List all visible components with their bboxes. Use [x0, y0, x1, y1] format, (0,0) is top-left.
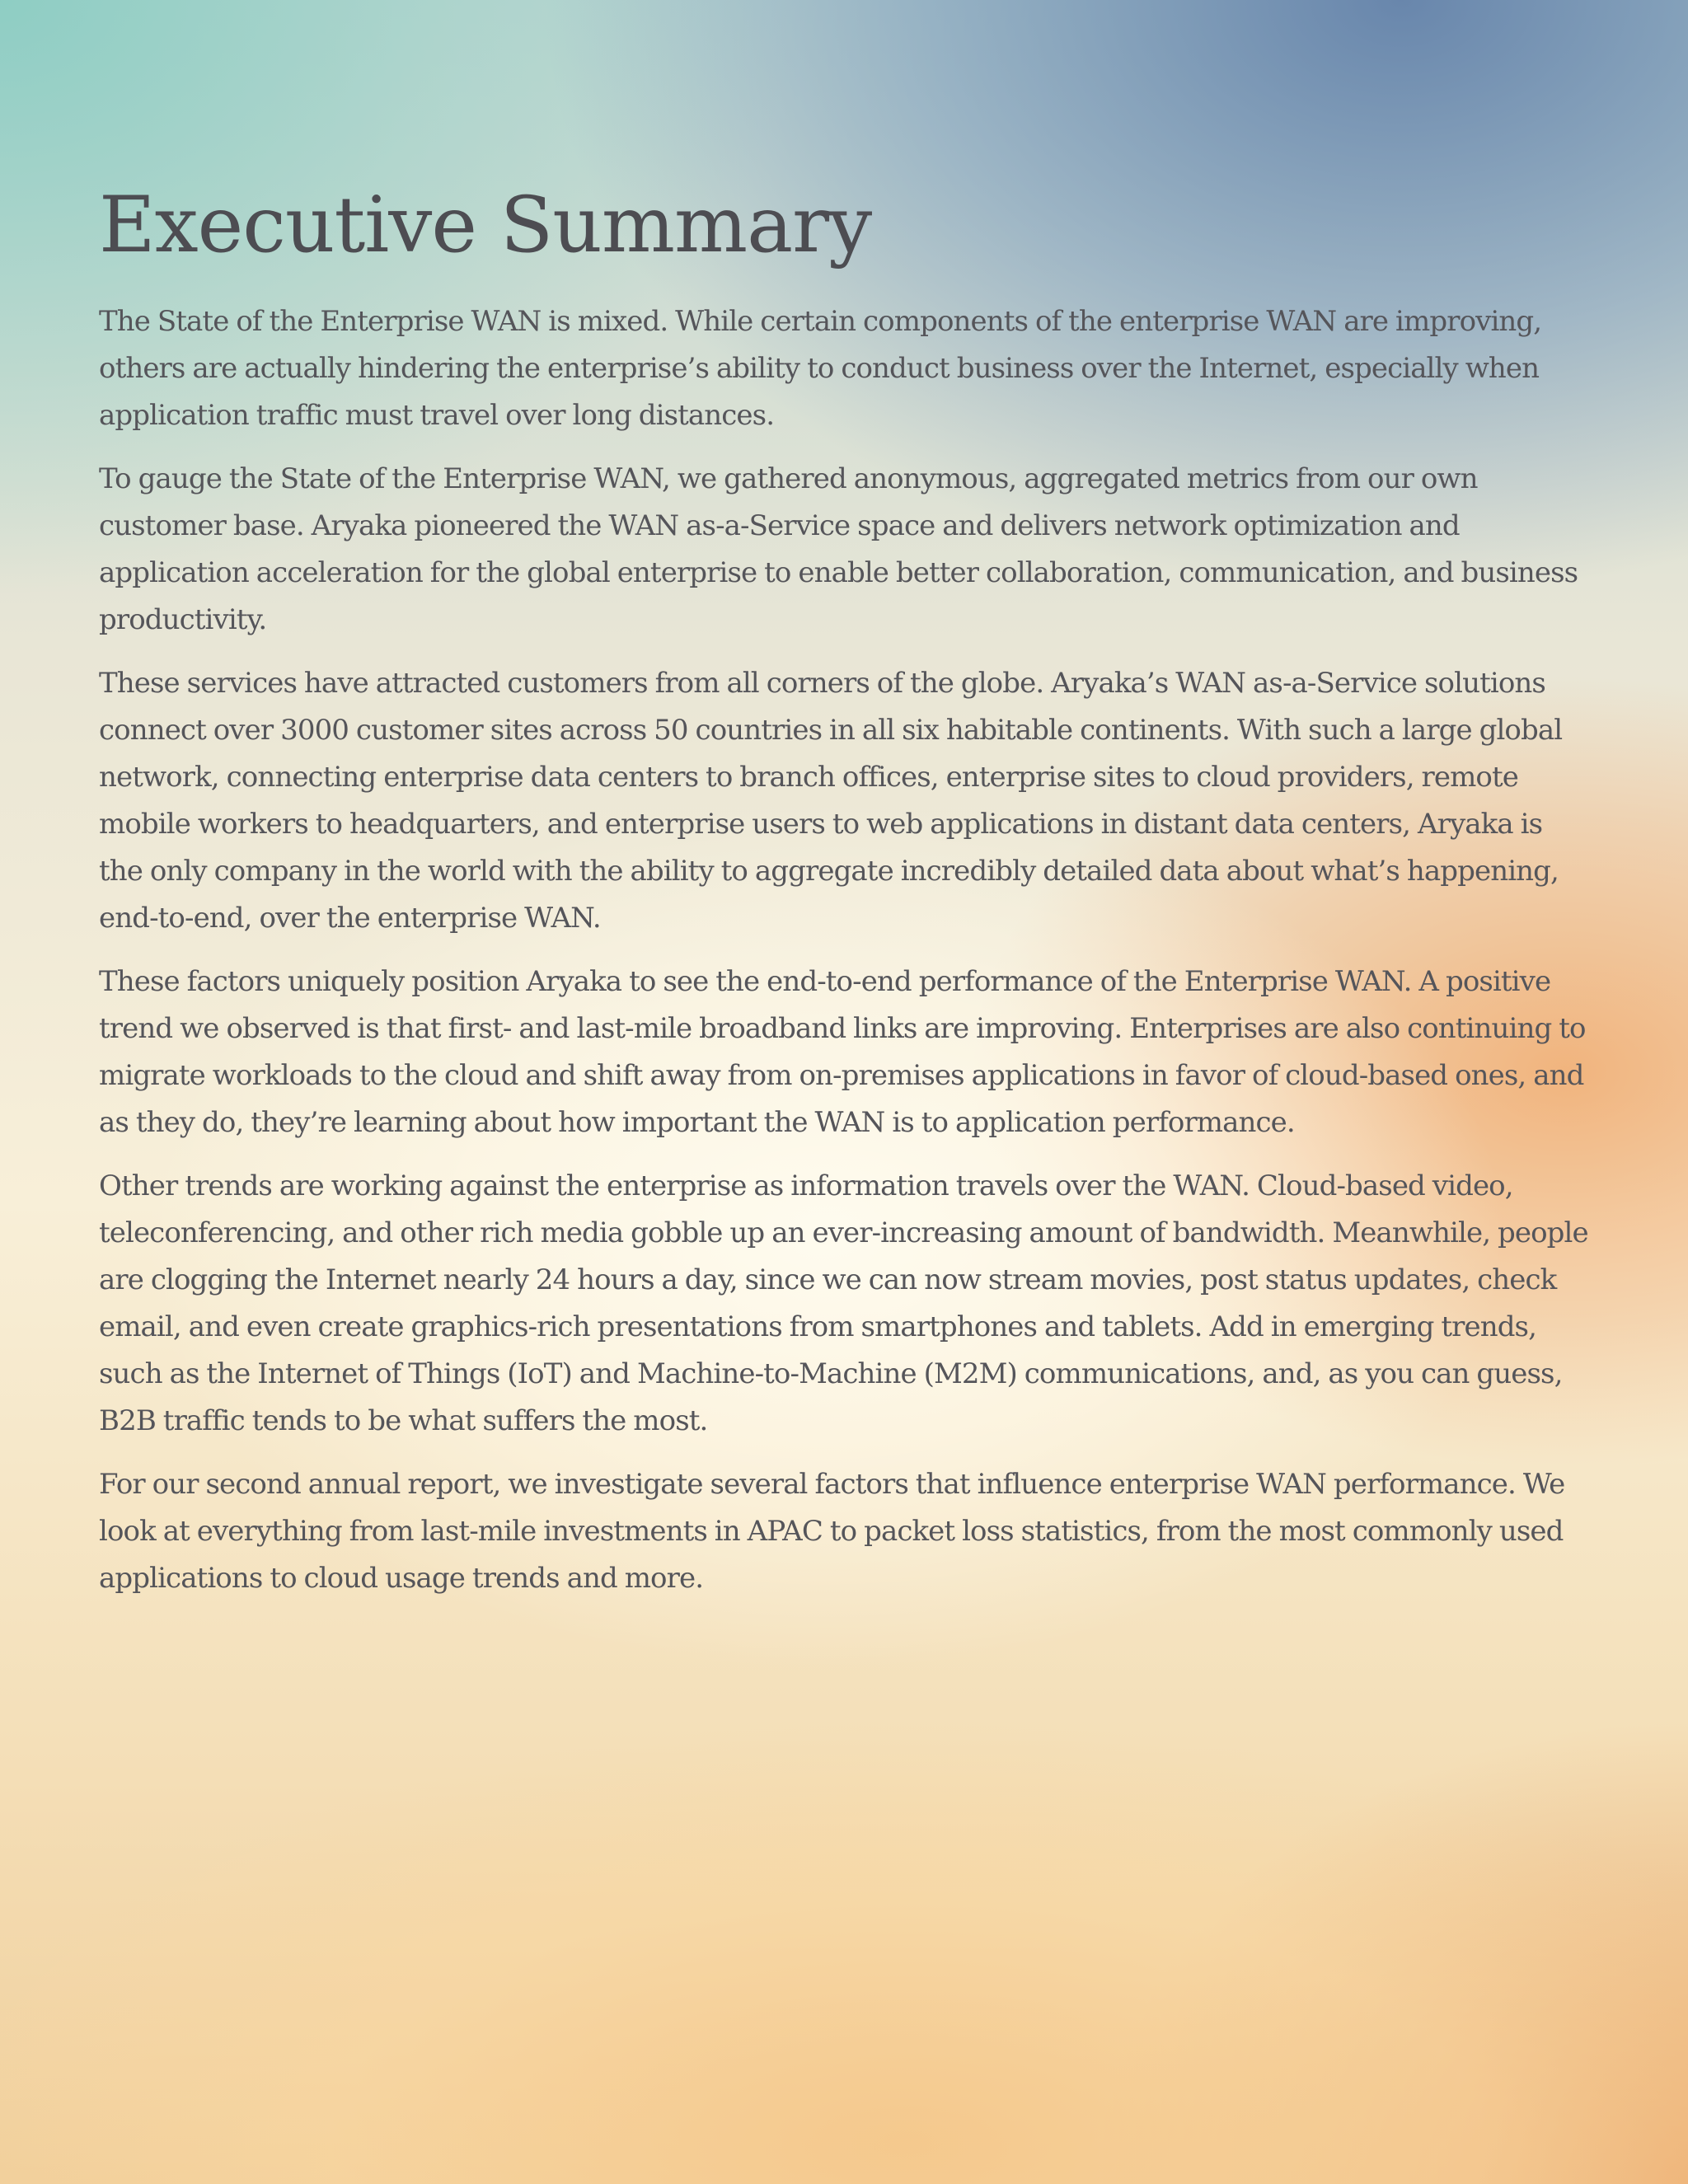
page-title: Executive Summary: [99, 180, 872, 270]
paragraph-methodology: To gauge the State of the Enterprise WAN, we gathered anonymous, aggregated metrics from our own customer base. Aryaka pioneered the WAN as-a-Service space and delivers network optimization and application acceleration for the global enterprise to enable better collaboration, communication, and business productivity.: [99, 462, 1578, 637]
paragraph-positive-trends: These factors uniquely position Aryaka to see the end-to-end performance of the Enterprise WAN. A positive trend we observed is that first- and last-mile broadband links are improving. Enterprises are also continuing to migrate workloads to the cloud and shift away from on-premises applications in favor of cloud-based ones, and as they do, they’re learning about how important the WAN is to application performance.: [99, 965, 1586, 1140]
paragraph-negative-trends: Other trends are working against the enterprise as information travels over the WAN. Cloud-based video, teleconferencing, and other rich media gobble up an ever-increasing amount of bandwidth. Meanwhile, people are clogging the Internet nearly 24 hours a day, since we can now stream movies, post status updates, check email, and even create graphics-rich presentations from smartphones and tablets. Add in emerging trends, such as the Internet of Things (IoT) and Machine-to-Machine (M2M) communications, and, as you can guess, B2B traffic tends to be what suffers the most.: [99, 1169, 1588, 1438]
paragraph-global-reach: These services have attracted customers from all corners of the globe. Aryaka’s WAN as-a-Service solutions connect over 3000 customer sites across 50 countries in all six habitable continents. With such a large global network, connecting enterprise data centers to branch offices, enterprise sites to cloud providers, remote mobile workers to headquarters, and enterprise users to web applications in distant data centers, Aryaka is the only company in the world with the ability to aggregate incredibly detailed data about what’s happening, end-to-end, over the enterprise WAN.: [99, 667, 1563, 935]
paragraph-state-of-wan: The State of the Enterprise WAN is mixed. While certain components of the enterprise WAN are improving, others are actually hindering the enterprise’s ability to conduct business over the Internet, especially when application traffic must travel over long distances.: [99, 305, 1542, 433]
document-page: [99, 181, 1591, 1619]
paragraph-report-scope: For our second annual report, we investigate several factors that influence enterprise WAN performance. We look at everything from last-mile investments in APAC to packet loss statistics, from the most commonly used applications to cloud usage trends and more.: [99, 1468, 1565, 1596]
